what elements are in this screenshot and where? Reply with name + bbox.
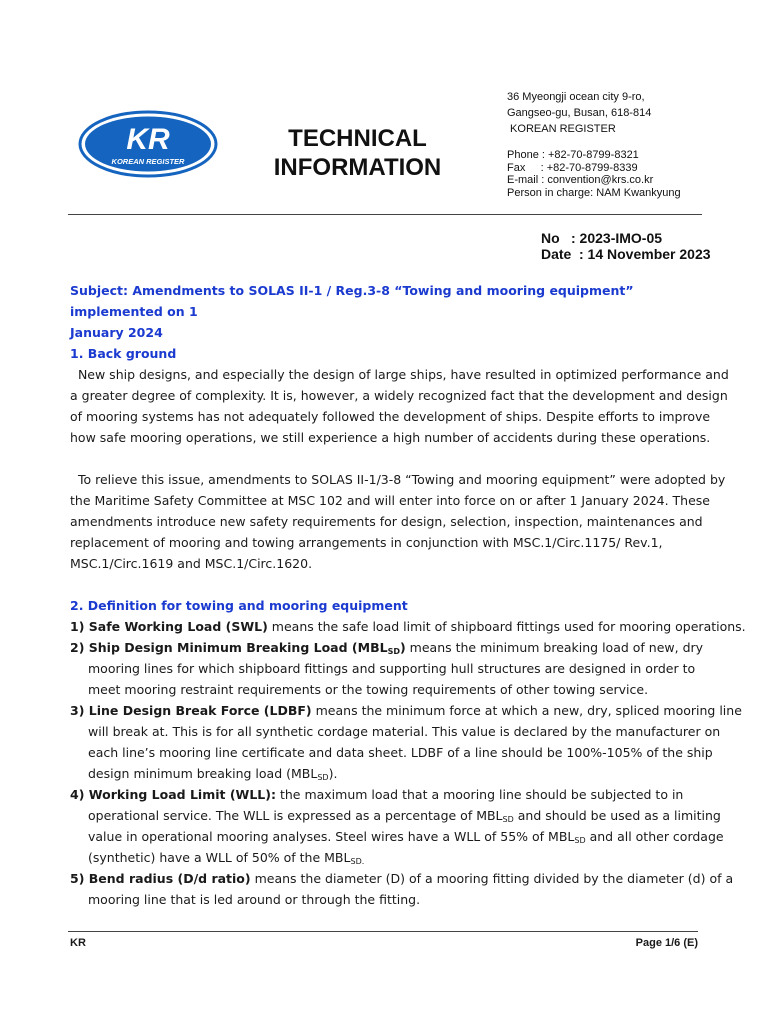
definition-text: means the diameter (D) of a mooring fitting divided by the diameter (d) of a (250, 871, 734, 886)
date-label: Date (541, 246, 572, 262)
definition-term: 3) Line Design Break Force (LDBF) (70, 703, 312, 718)
definition-line: meet mooring restraint requirements or the towing requirements of other towing service. (88, 682, 649, 697)
definition-line: operational service. The WLL is expressed as a percentage of $MBL_{SD}$ and should be used as a limiting (88, 808, 721, 824)
no-value: : 2023-IMO-05 (571, 230, 663, 246)
address-line: KOREAN REGISTER (507, 123, 616, 135)
definition-wll (70, 784, 724, 868)
paragraph-line: the Maritime Safety Committee at MSC 102 and will enter into force on or after 1 January 2024. These (70, 493, 710, 508)
address-line: 36 Myeongji ocean city 9-ro, (507, 91, 645, 103)
definition-text: means the safe load limit of shipboard fittings used for mooring operations. (267, 619, 746, 634)
title-line-2: INFORMATION (273, 154, 442, 181)
no-label: No (541, 230, 560, 246)
subject-line: January 2024 (70, 325, 163, 340)
background-paragraph-1 (70, 364, 729, 448)
definition-term: 1) Safe Working Load (SWL) (70, 619, 268, 634)
definition-line: mooring line that is led around or through the fitting. (88, 892, 421, 907)
subject-line: Subject: Amendments to SOLAS II-1 / Reg.3-8 “Towing and mooring equipment” implemented on 1 (70, 283, 634, 319)
address-line: Gangseo-gu, Busan, 618-814 (507, 107, 652, 119)
definition-term: 2) Ship Design Minimum Breaking Load $(MBL_{SD})$ (70, 640, 406, 656)
fax-line: Fax : +82-70-8799-8339 (507, 161, 638, 174)
definition-term: 4) Working Load Limit (WLL): (70, 787, 276, 802)
footer-divider (68, 931, 698, 932)
footer-left: KR (70, 937, 86, 949)
definition-term: 5) Bend radius (D/d ratio) (70, 871, 251, 886)
paragraph-line: amendments introduce new safety requirements for design, selection, inspection, maintenances and (70, 514, 703, 529)
section-heading-background: 1. Back ground (70, 346, 177, 361)
title-line-1: TECHNICAL (288, 125, 427, 152)
paragraph-line: a greater degree of complexity. It is, however, a widely recognized fact that the development and design (70, 388, 728, 403)
paragraph-line: replacement of mooring and towing arrangements in conjunction with MSC.1/Circ.1175/ Rev.1, (70, 535, 663, 550)
logo-mark: KR (126, 123, 170, 156)
address-block (507, 89, 651, 137)
paragraph-line: of mooring systems has not adequately followed the development of ships. Despite efforts to improve (70, 409, 711, 424)
subject (70, 280, 700, 343)
definition-line: each line’s mooring line certificate and data sheet. LDBF of a line should be 100%-105% of the ship (88, 745, 713, 760)
definition-text: means the minimum force at which a new, dry, spliced mooring line (311, 703, 742, 718)
definition-bend-radius (70, 868, 734, 910)
definition-text: the maximum load that a mooring line should be subjected to in (275, 787, 684, 802)
definition-mbl (70, 637, 702, 700)
definition-line: design minimum breaking load $(MBL_{SD})$. (88, 766, 338, 782)
logo-text: KOREAN REGISTER (111, 157, 185, 166)
background-paragraph-2 (70, 469, 726, 574)
paragraph-line: To relieve this issue, amendments to SOLAS II-1/3-8 “Towing and mooring equipment” were adopted by (70, 472, 726, 487)
definition-line: mooring lines for which shipboard fittings and supporting hull structures are designed in order to (88, 661, 696, 676)
kr-logo-icon (78, 110, 218, 178)
contact-block (507, 149, 681, 199)
definition-swl (70, 616, 746, 637)
paragraph-line: MSC.1/Circ.1619 and MSC.1/Circ.1620. (70, 556, 313, 571)
definition-line: will break at. This is for all synthetic cordage material. This value is declared by the manufacturer on (88, 724, 721, 739)
definition-ldbf (70, 700, 742, 784)
definition-line: (synthetic) have a WLL of 50% of the $MBL_{SD.}$ (88, 850, 365, 866)
paragraph-line: New ship designs, and especially the design of large ships, have resulted in optimized performance and (70, 367, 729, 382)
definition-text: means the minimum breaking load of new, dry (405, 640, 704, 655)
phone-line: Phone : +82-70-8799-8321 (507, 149, 639, 161)
header-divider (68, 214, 702, 215)
definition-line: value in operational mooring analyses. Steel wires have a WLL of 55% of $MBL_{SD}$ and all other cordage (88, 829, 724, 845)
person-in-charge-line: Person in charge: NAM Kwankyung (507, 186, 681, 199)
section-heading-definitions: 2. Definition for towing and mooring equipment (70, 598, 408, 613)
document-title (265, 124, 450, 182)
email-line: E-mail : convention@krs.co.kr (507, 174, 654, 186)
document-number-block (541, 230, 711, 262)
paragraph-line: how safe mooring operations, we still experience a high number of accidents during these operations. (70, 430, 711, 445)
date-value: : 14 November 2023 (579, 246, 711, 262)
page-number: Page 1/6 (E) (635, 937, 698, 949)
